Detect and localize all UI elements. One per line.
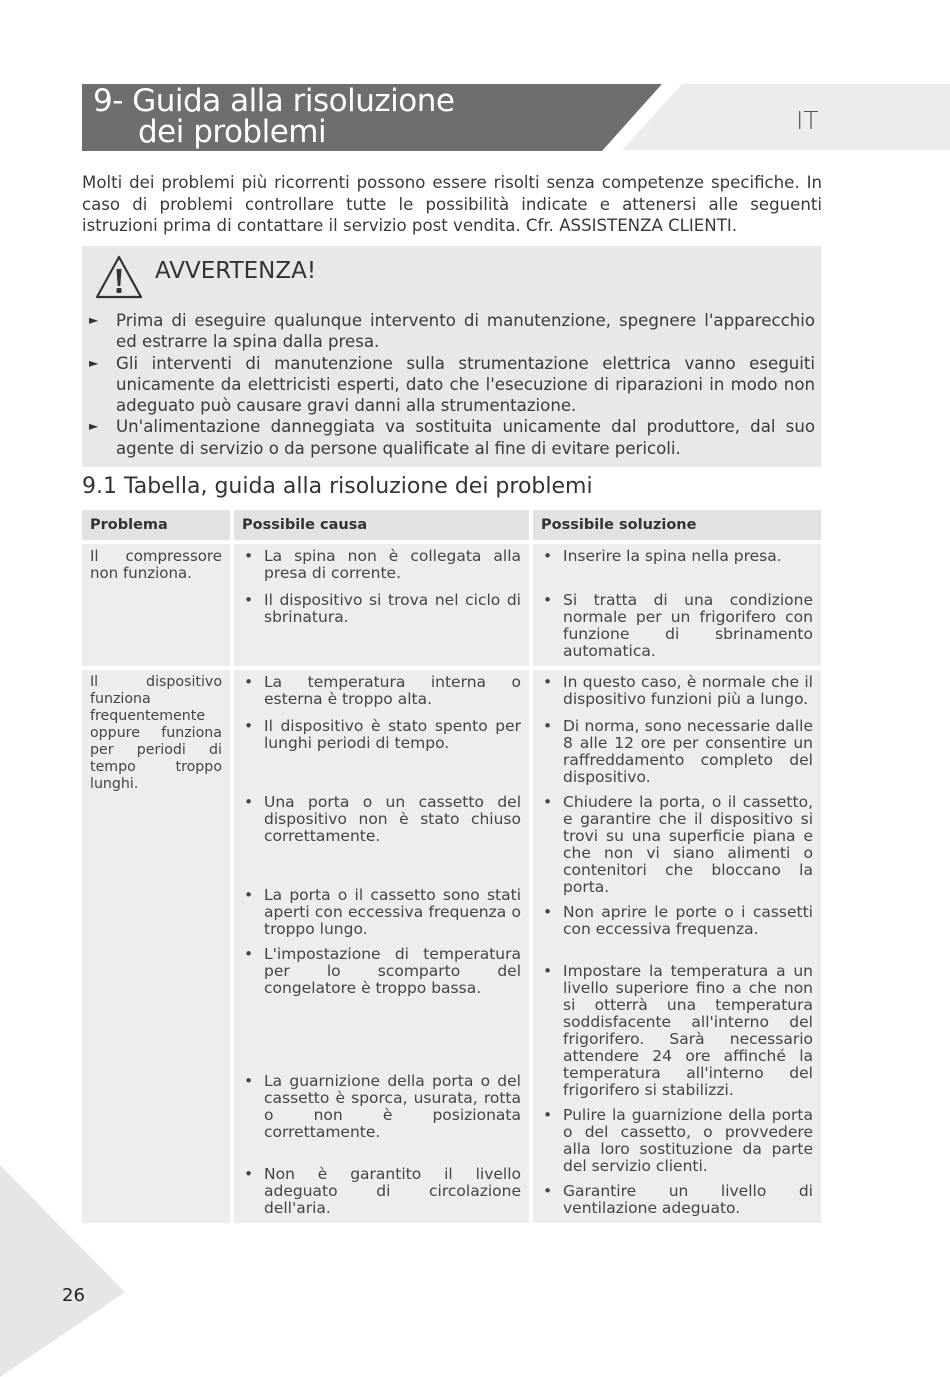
chapter-title-line2: dei problemi bbox=[138, 114, 327, 150]
table-row bbox=[82, 670, 821, 1223]
cause-cell: • La spina non è collegata alla presa di corrente. • Il dispositivo si trova nel ciclo di sbrinatura. bbox=[234, 544, 529, 666]
warning-triangle-icon bbox=[94, 254, 144, 300]
warning-list bbox=[88, 310, 815, 459]
bullet-arrow: ► bbox=[89, 419, 99, 434]
problem-cell: Il compressore non funziona. bbox=[82, 544, 230, 666]
language-tab bbox=[622, 84, 950, 150]
header-solution: Possibile soluzione bbox=[533, 510, 821, 540]
table-header-row bbox=[82, 510, 821, 540]
warning-title: AVVERTENZA! bbox=[155, 258, 317, 284]
warning-item: ► Un'alimentazione danneggiata va sostituita unicamente dal produttore, dal suo agente di servizio o da persone qualificate al fine di evitare pericoli. bbox=[89, 417, 815, 458]
header-problem: Problema bbox=[82, 510, 230, 540]
chapter-title-line1: 9- Guida alla risoluzione bbox=[93, 83, 455, 119]
table-row bbox=[82, 544, 821, 666]
bullet-arrow: ► bbox=[89, 313, 99, 327]
problem-cell: Il dispositivo funziona frequentemente oppure funziona per periodi di tempo troppo lunghi. bbox=[82, 670, 230, 1223]
chapter-title bbox=[93, 83, 455, 150]
warning-item: ► Gli interventi di manutenzione sulla strumentazione elettrica vanno eseguiti unicamente da elettricisti esperti, dato che l'esecuzione di riparazioni in modo non adeguato può causare gravi danni alla strumentazione. bbox=[89, 353, 815, 416]
solution-cell: • Inserire la spina nella presa. • Si tratta di una condizione normale per un frigorifero con funzione di sbrinamento automatica. bbox=[533, 544, 821, 666]
header-cause: Possibile causa bbox=[234, 510, 529, 540]
warning-item: ► Prima di eseguire qualunque intervento di manutenzione, spegnere l'apparecchio ed estrarre la spina dalla presa. bbox=[89, 311, 815, 352]
troubleshooting-table bbox=[78, 506, 825, 1227]
solution-cell: • In questo caso, è normale che il dispositivo funzioni più a lungo. • Di norma, sono necessarie dalle 8 alle 12 ore per consentire un raffreddamento completo del dispositivo. • Chiudere la porta, o il cassetto, e garantire che il dispositivo si trovi su una superficie piana e che non vi siano alimenti o contenitori che bloccano la porta. • Non aprire le porte o i cassetti con eccessiva frequenza. • Impostare la temperatura a un livello superiore fino a che non si otterrà una temperatura soddisfacente all'interno del frigorifero. Sarà necessario attendere 24 ore affinché la temperatura all'interno del frigorifero si stabilizzi. • Pulire la guarnizione della porta o del cassetto, o provvedere alla loro sostituzione da parte del servizio clienti. • Garantire un livello di ventilazione adeguato. bbox=[533, 670, 821, 1223]
language-code: IT bbox=[796, 106, 819, 135]
cause-cell: • La temperatura interna o esterna è troppo alta. • Il dispositivo è stato spento per lunghi periodi di tempo. • Una porta o un cassetto del dispositivo non è stato chiuso correttamente. • La porta o il cassetto sono stati aperti con eccessiva frequenza o troppo lungo. • L'impostazione di temperatura per lo scomparto del congelatore è troppo bassa. • La guarnizione della porta o del cassetto è sporca, usurata, rotta o non è posizionata correttamente. • Non è garantito il livello adeguato di circolazione dell'aria. bbox=[234, 670, 529, 1223]
page-number: 26 bbox=[62, 1285, 85, 1306]
intro-paragraph: Molti dei problemi più ricorrenti possono essere risolti senza competenze specifiche. In caso di problemi controllare tutte le possibilità indicate e attenersi alle seguenti istruzioni prima di contattare il servizio post vendita. Cfr. ASSISTENZA CLIENTI. bbox=[82, 173, 822, 235]
bullet-arrow: ► bbox=[89, 355, 99, 370]
section-title: 9.1 Tabella, guida alla risoluzione dei problemi bbox=[82, 474, 593, 499]
